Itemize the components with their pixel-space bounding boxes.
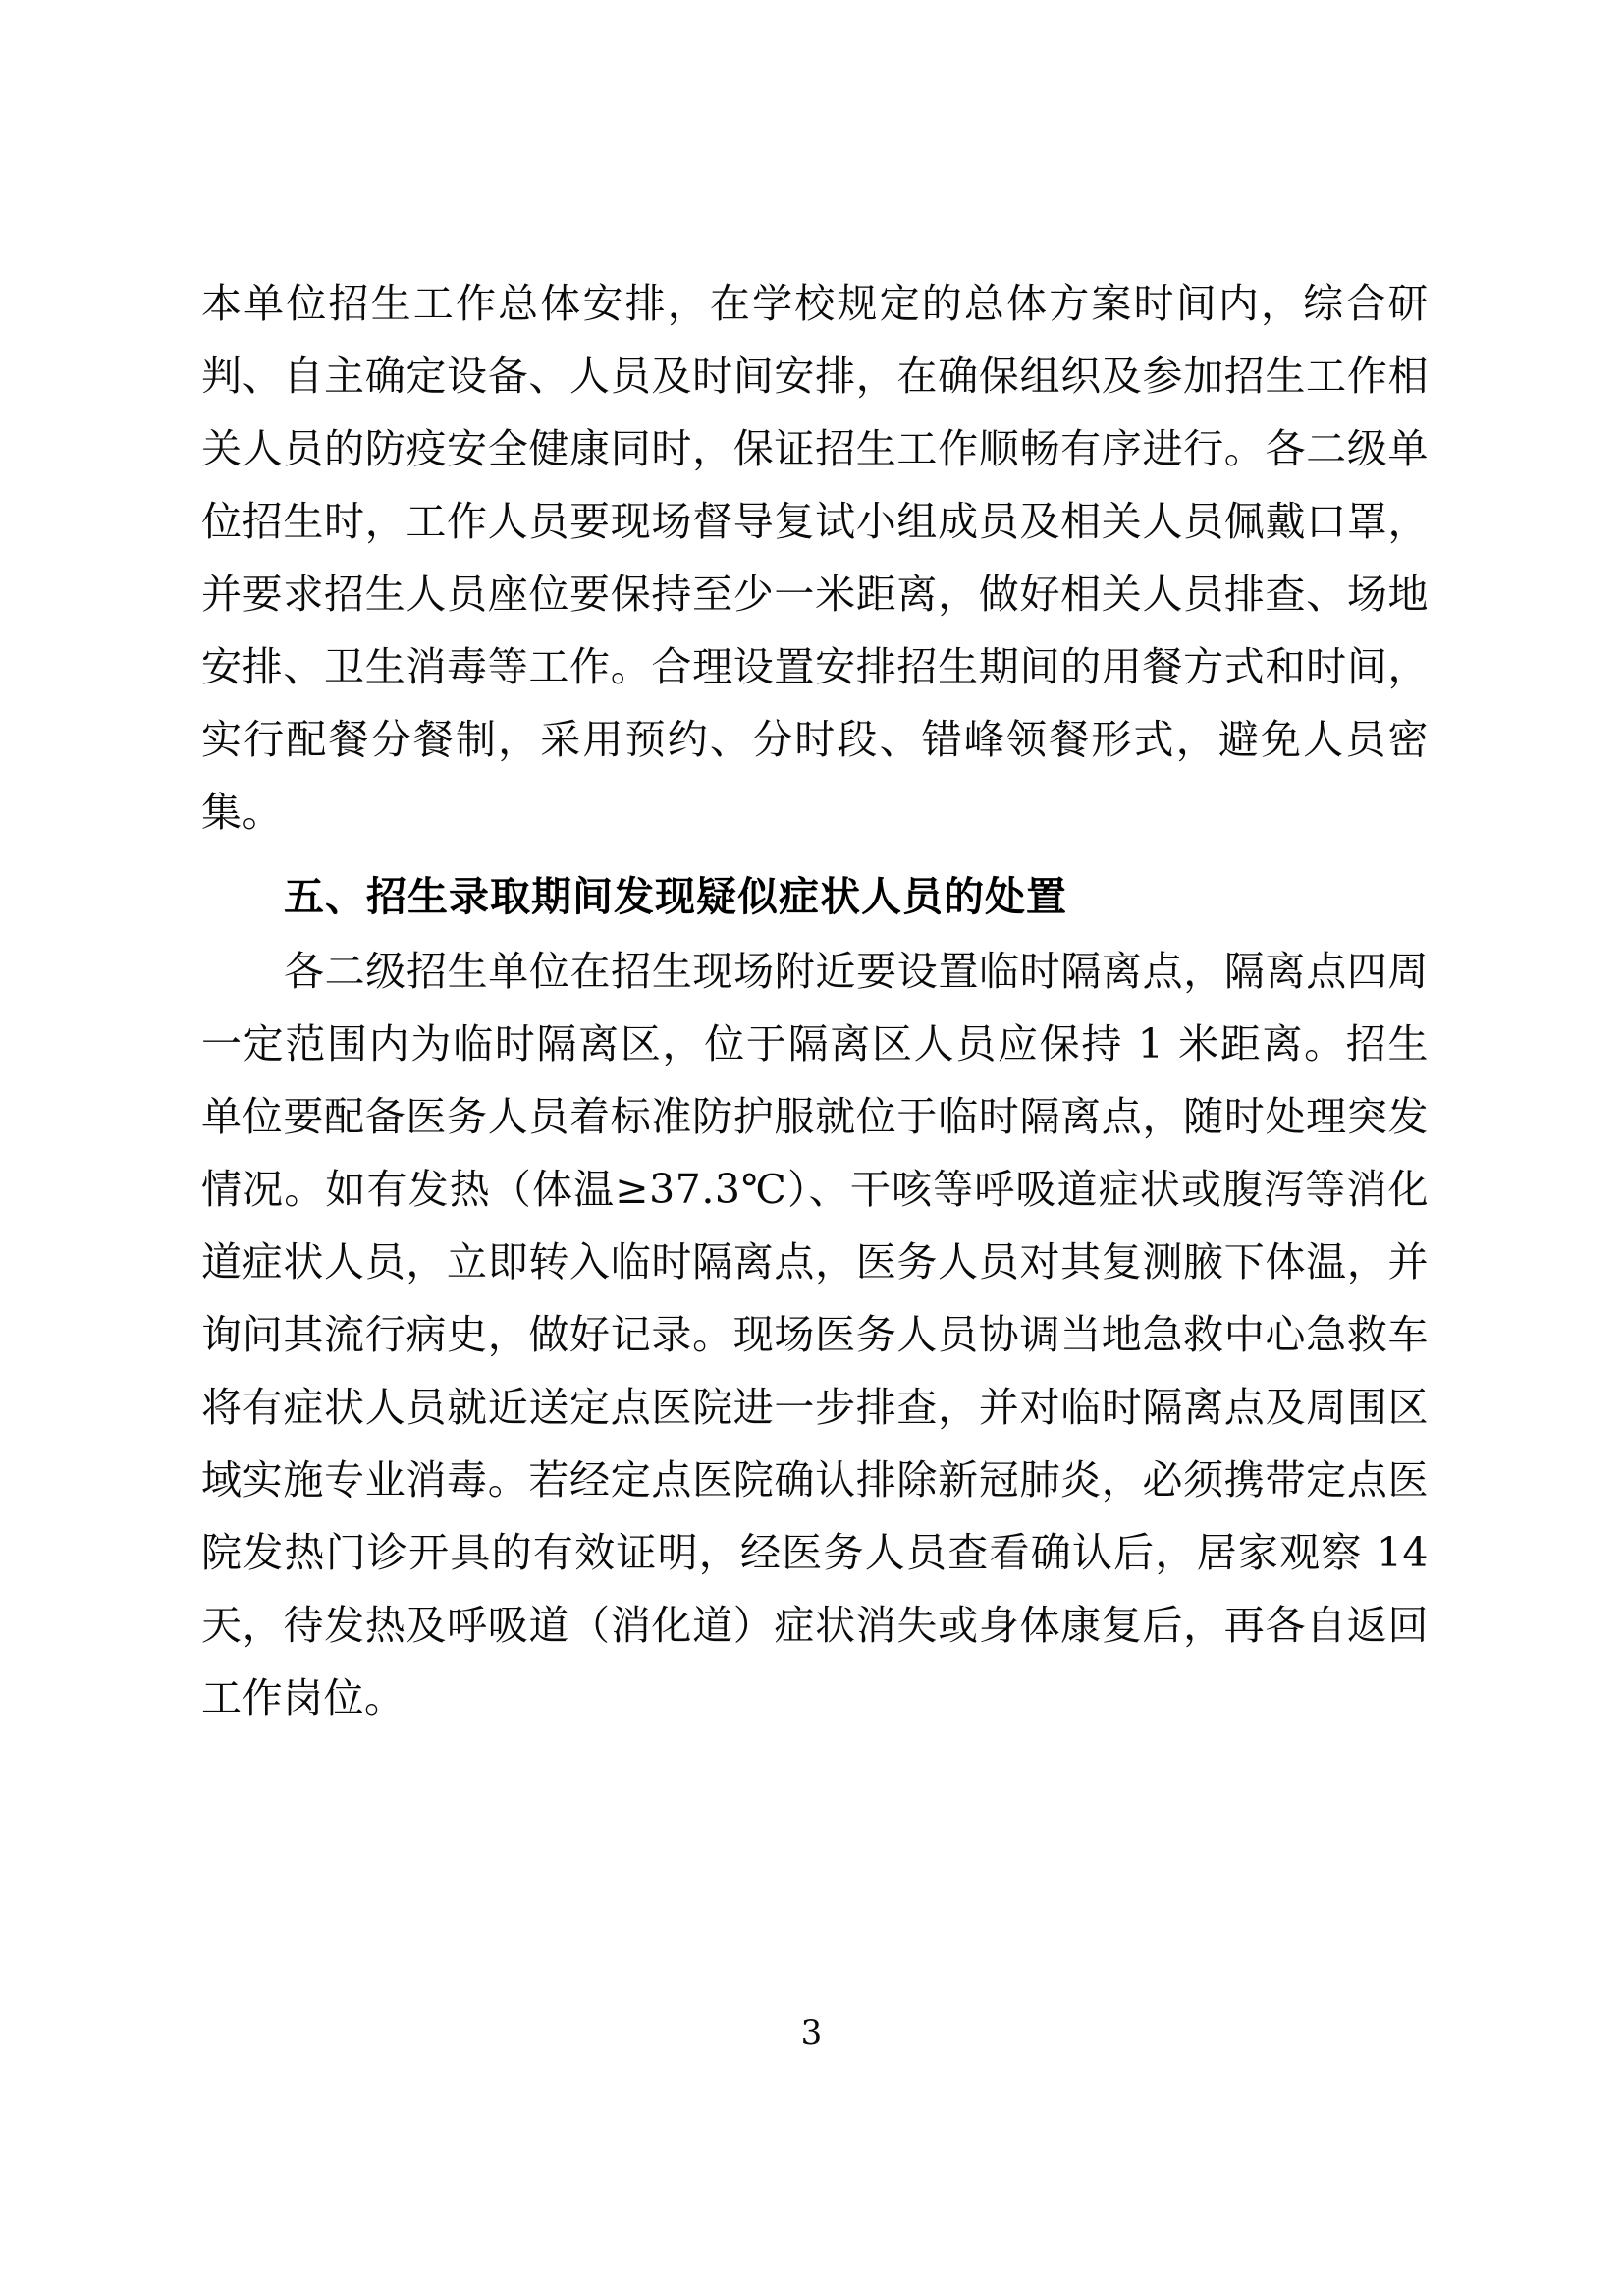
paragraph-continuation: 本单位招生工作总体安排，在学校规定的总体方案时间内，综合研判、自主确定设备、人员及时间安排，在确保组织及参加招生工作相关人员的防疫安全健康同时，保证招生工作顺畅有序进行。各二级单位招生时，工作人员要现场督导复试小组成员及相关人员佩戴口罩，并要求招生人员座位要保持至少一米距离，做好相关人员排查、场地安排、卫生消毒等工作。合理设置安排招生期间的用餐方式和时间，实行配餐分餐制，采用预约、分时段、错峰领餐形式，避免人员密集。 bbox=[201, 280, 1429, 836]
page-number: 3 bbox=[800, 2013, 823, 2052]
paragraph-section-five-body: 各二级招生单位在招生现场附近要设置临时隔离点，隔离点四周一定范围内为临时隔离区，位于隔离区人员应保持 1 米距离。招生单位要配备医务人员着标准防护服就位于临时隔离点，随时处理突发情况。如有发热（体温≥37.3℃）、干咳等呼吸道症状或腹泻等消化道症状人员，立即转入临时隔离点，医务人员对其复测腋下体温，并询问其流行病史，做好记录。现场医务人员协调当地急救中心急救车将有症状人员就近送定点医院进一步排查，并对临时隔离点及周围区域实施专业消毒。若经定点医院确认排除新冠肺炎，必须携带定点医院发热门诊开具的有效证明，经医务人员查看确认后，居家观察 14 天，待发热及呼吸道（消化道）症状消失或身体康复后，再各自返回工作岗位。 bbox=[201, 948, 1429, 1722]
document-body bbox=[201, 267, 1429, 1734]
section-heading-five: 五、招生录取期间发现疑似症状人员的处置 bbox=[284, 873, 1067, 920]
